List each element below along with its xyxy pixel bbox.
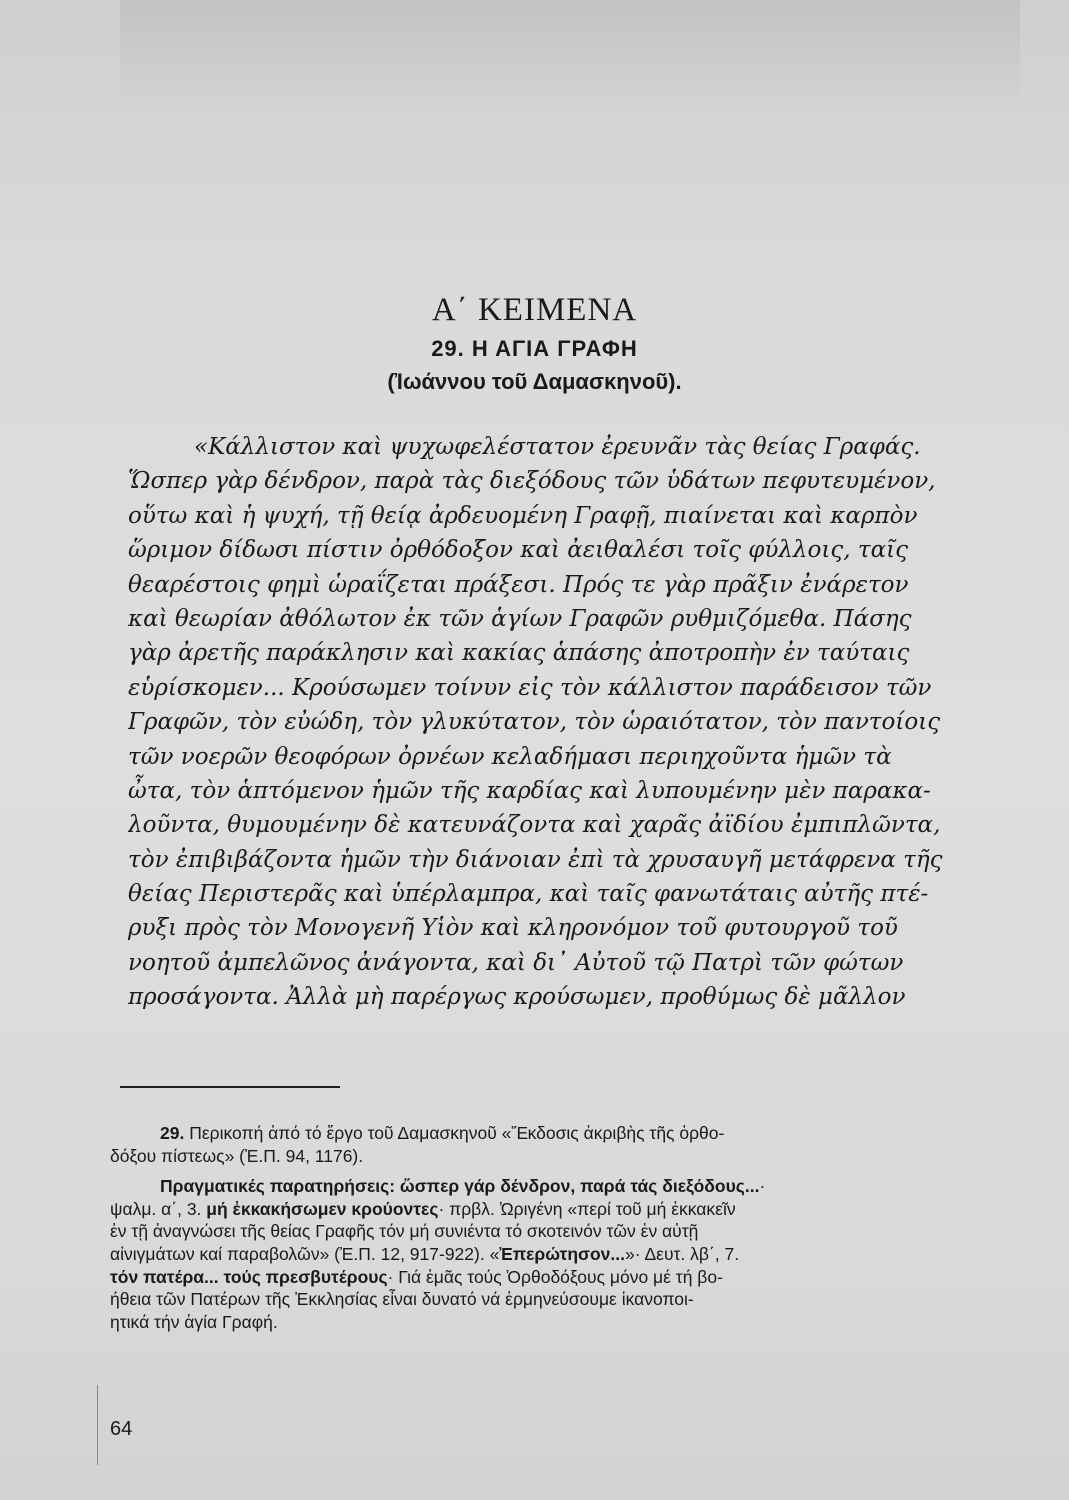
remarks-block (110, 1175, 995, 1333)
remarks-bold-phrase: μή ἐκκακήσωμεν κρούοντες (206, 1198, 439, 1219)
text-line: ὥριμον δίδωσι πίστιν ὀρθόδοξον καὶ ἀειθαλέσι τοῖς φύλλοις, ταῖς (128, 537, 909, 564)
text-line: προσάγοντα. Ἀλλὰ μὴ παρέργως κρούσωμεν, προθύμως δὲ μᾶλλον (128, 984, 906, 1011)
text-line: τὸν ἐπιβιβάζοντα ἡμῶν τὴν διάνοιαν ἐπὶ τὰ χρυσαυγῆ μετάφρενα τῆς (128, 846, 943, 873)
section-heading: Α΄ ΚΕΙΜΕΝΑ (431, 292, 638, 328)
footnote-text: Περικοπή ἀπό τό ἔργο τοῦ Δαμασκηνοῦ «Ἔκδοσις ἀκριβὴς τῆς ὀρθο- (189, 1123, 725, 1143)
footnote-number: 29. (160, 1123, 185, 1143)
remarks-text: »· Δευτ. λβ΄, 7. (625, 1243, 740, 1264)
text-line: εὑρίσκομεν... Κρούσωμεν τοίνυν εἰς τὸν κάλλιστον παράδεισον τῶν (128, 674, 932, 701)
text-line: καὶ θεωρίαν ἀθόλωτον ἐκ τῶν ἁγίων Γραφῶν ρυθμιζόμεθα. Πάσης (128, 605, 912, 632)
footnotes (110, 1122, 995, 1341)
text-line: ρυξι πρὸς τὸν Μονογενῆ Υἱὸν καὶ κληρονόμον τοῦ φυτουργοῦ τοῦ (128, 915, 898, 942)
text-line: ὦτα, τὸν ἁπτόμενον ἡμῶν τῆς καρδίας καὶ λυπουμένην μὲν παρακα- (128, 777, 931, 804)
text-line: λοῦντα, θυμουμένην δὲ κατευνάζοντα καὶ χαρᾶς ἀϊδίου ἐμπιπλῶντα, (128, 812, 941, 839)
remarks-label: Πραγματικές παρατηρήσεις: (160, 1176, 396, 1197)
text-line: Γραφῶν, τὸν εὐώδη, τὸν γλυκύτατον, τὸν ὡραιότατον, τὸν παντοίοις (128, 709, 941, 736)
remarks-line: ἐν τῇ ἀναγνώσει τῆς θείας Γραφῆς τόν μή συνιέντα τό σκοτεινόν τῶν ἐν αὐτῇ (110, 1221, 699, 1242)
page-number: 64 (110, 1418, 133, 1440)
main-text (128, 430, 1008, 1015)
remarks-text: αἰνιγμάτων καί παραβολῶν» (Ἐ.Π. 12, 917-922). « (110, 1243, 500, 1264)
remarks-text: · πρβλ. Ὠριγένη «περί τοῦ μή ἐκκακεῖν (438, 1198, 736, 1219)
remarks-line (110, 1266, 995, 1289)
remarks-bold-phrase: ὥσπερ γάρ δένδρον, παρά τάς διεξόδους... (399, 1176, 760, 1197)
footnote-line (160, 1122, 995, 1145)
remarks-line: ητικά τήν ἁγία Γραφή. (110, 1311, 278, 1332)
remarks-line (110, 1198, 995, 1221)
remarks-text: · (759, 1176, 766, 1197)
show-through-text-shadow (120, 0, 1020, 110)
footnote-29 (110, 1122, 995, 1167)
margin-mark (97, 1385, 98, 1465)
text-line: θεαρέστοις φημὶ ὡραΐζεται πράξεσι. Πρός τε γὰρ πρᾶξιν ἐνάρετον (128, 571, 909, 598)
footnote-separator (120, 1086, 340, 1088)
text-line: «Κάλλιστον καὶ ψυχωφελέστατον ἐρευνᾶν τὰς θείας Γραφάς. (194, 434, 921, 460)
text-line: Ὥσπερ γὰρ δένδρον, παρὰ τὰς διεξόδους τῶν ὑδάτων πεφυτευμένον, (128, 468, 936, 495)
remarks-bold-phrase: τόν πατέρα... τούς πρεσβυτέρους (110, 1266, 388, 1287)
remarks-text: · Γιά ἐμᾶς τούς Ὀρθοδόξους μόνο μέ τή βο- (387, 1266, 723, 1287)
chapter-title: 29. Η ΑΓΙΑ ΓΡΑΦΗ (431, 336, 638, 361)
remarks-line (160, 1175, 995, 1198)
text-line: τῶν νοερῶν θεοφόρων ὀρνέων κελαδήμασι περιηχοῦντα ἡμῶν τὰ (128, 743, 892, 770)
chapter-subtitle: (Ἰωάννου τοῦ Δαμασκηνοῦ). (387, 369, 682, 394)
remarks-line (110, 1243, 995, 1266)
text-line: νοητοῦ ἀμπελῶνος ἀνάγοντα, καὶ δι᾽ Αὐτοῦ τῷ Πατρὶ τῶν φώτων (128, 949, 904, 976)
footnote-line: δόξου πίστεως» (Ἐ.Π. 94, 1176). (110, 1145, 364, 1166)
text-line: θείας Περιστερᾶς καὶ ὑπέρλαμπρα, καὶ ταῖς φανωτάταις αὐτῆς πτέ- (128, 881, 929, 908)
remarks-text: ψαλμ. α΄, 3. (110, 1198, 202, 1219)
remarks-line: ήθεια τῶν Πατέρων τῆς Ἐκκλησίας εἶναι δυνατό νά ἑρμηνεύσουμε ἱκανοποι- (110, 1289, 694, 1310)
text-line: γὰρ ἀρετῆς παράκλησιν καὶ κακίας ἁπάσης ἀποτροπὴν ἐν ταύταις (128, 640, 910, 667)
remarks-bold-phrase: Ἐπερώτησον... (499, 1243, 625, 1264)
text-line: οὕτω καὶ ἡ ψυχή, τῇ θείᾳ ἀρδευομένη Γραφῇ, πιαίνεται καὶ καρπὸν (128, 502, 918, 529)
